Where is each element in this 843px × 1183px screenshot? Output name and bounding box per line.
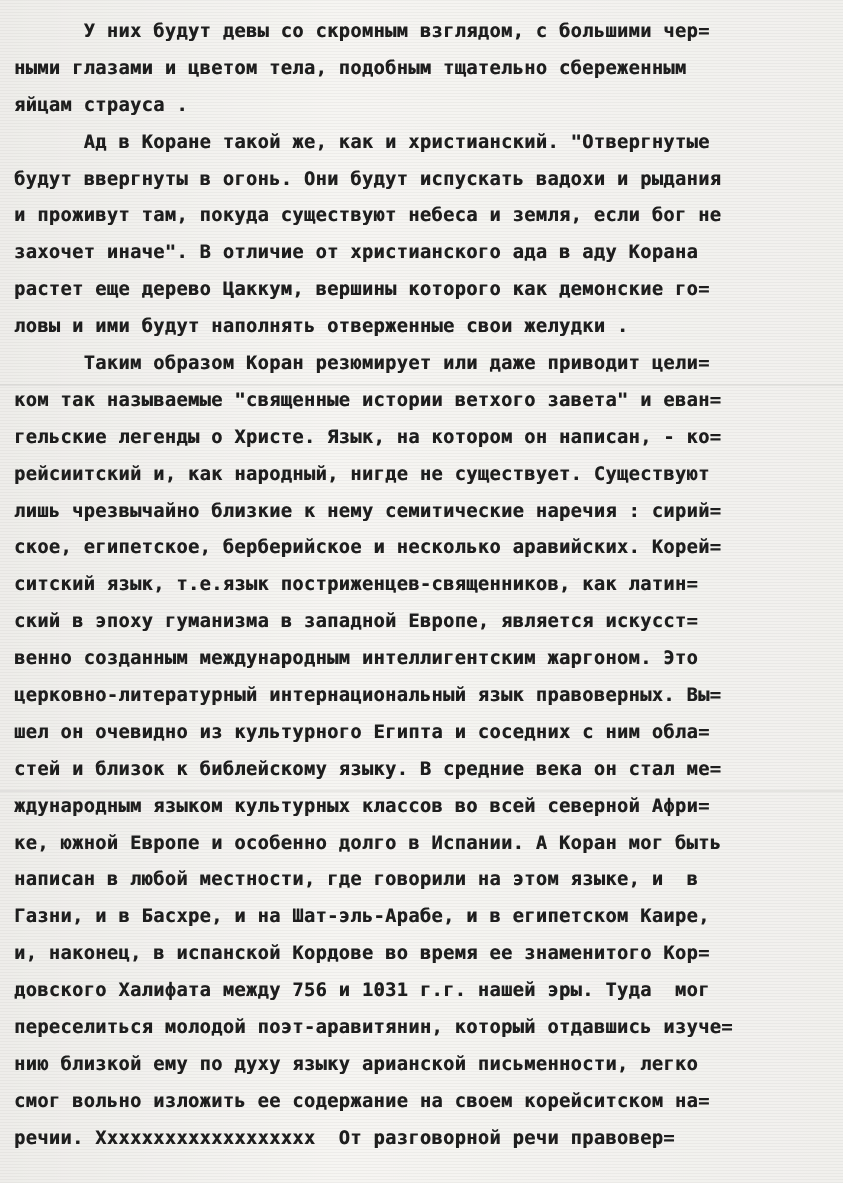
- text-line: переселиться молодой поэт-аравитянин, который отдавшись изуче=: [14, 1017, 733, 1039]
- text-line: Ад в Коране такой же, как и христианский. "Отвергнутые: [14, 131, 710, 153]
- text-line: У них будут девы со скромным взглядом, с большими чер=: [14, 21, 710, 42]
- text-line: яйцам страуса .: [14, 94, 188, 116]
- text-line: лишь чрезвычайно близкие к нему семитические наречия : сирий=: [14, 500, 722, 522]
- text-line: Газни, и в Басхре, и на Шат-эль-Арабе, и в египетском Каире,: [14, 906, 710, 928]
- text-line: ситский язык, т.е.язык постриженцев-священников, как латин=: [14, 574, 699, 596]
- text-line: будут ввергнуты в огонь. Они будут испускать вадохи и рыдания: [14, 168, 722, 190]
- text-line: рейсиитский и, как народный, нигде не существует. Существуют: [14, 463, 710, 485]
- text-line: ловы и ими будут наполнять отверженные свои желудки .: [14, 316, 629, 338]
- text-line: и, наконец, в испанской Кордове во время ее знаменитого Кор=: [14, 943, 710, 965]
- text-line: смог вольно изложить ее содержание на своем корейситском на=: [14, 1090, 710, 1112]
- text-line: ждународным языком культурных классов во всей северной Афри=: [14, 795, 710, 817]
- text-line: стей и близок к библейскому языку. В средние века он стал ме=: [14, 758, 722, 780]
- text-line: шел он очевидно из культурного Египта и соседних с ним обла=: [14, 721, 710, 743]
- typed-text-body: [14, 14, 839, 1158]
- text-line: ке, южной Европе и особенно долго в Испании. А Коран мог быть: [14, 832, 722, 854]
- text-line: венно созданным международным интеллигентским жаргоном. Это: [14, 648, 699, 670]
- text-line: и проживут там, покуда существуют небеса и земля, если бог не: [14, 205, 722, 227]
- text-line: довского Халифата между 756 и 1031 г.г. нашей эры. Туда мог: [14, 980, 710, 1002]
- text-line: написан в любой местности, где говорили на этом языке, и в: [14, 869, 699, 891]
- text-line: Таким образом Коран резюмирует или даже приводит цели=: [14, 353, 710, 375]
- text-line: ское, египетское, берберийское и несколько аравийских. Корей=: [14, 537, 722, 559]
- text-line: гельские легенды о Христе. Язык, на котором он написан, - ко=: [14, 426, 722, 448]
- text-line: ский в эпоху гуманизма в западной Европе, является искусст=: [14, 611, 699, 633]
- text-line: ными глазами и цветом тела, подобным тщательно сбереженным: [14, 57, 687, 79]
- text-line: захочет иначе". В отличие от христианского ада в аду Корана: [14, 242, 699, 264]
- text-line: ком так называемые "священные истории ветхого завета" и еван=: [14, 389, 722, 411]
- text-line: речии. Ххххххххххххххххххх От разговорной речи правовер=: [14, 1127, 675, 1149]
- text-line: нию близкой ему по духу языку арианской письменности, легко: [14, 1053, 699, 1075]
- text-line: церковно-литературный интернациональный язык правоверных. Вы=: [14, 685, 722, 707]
- text-line: растет еще дерево Цаккум, вершины которого как демонские го=: [14, 279, 710, 301]
